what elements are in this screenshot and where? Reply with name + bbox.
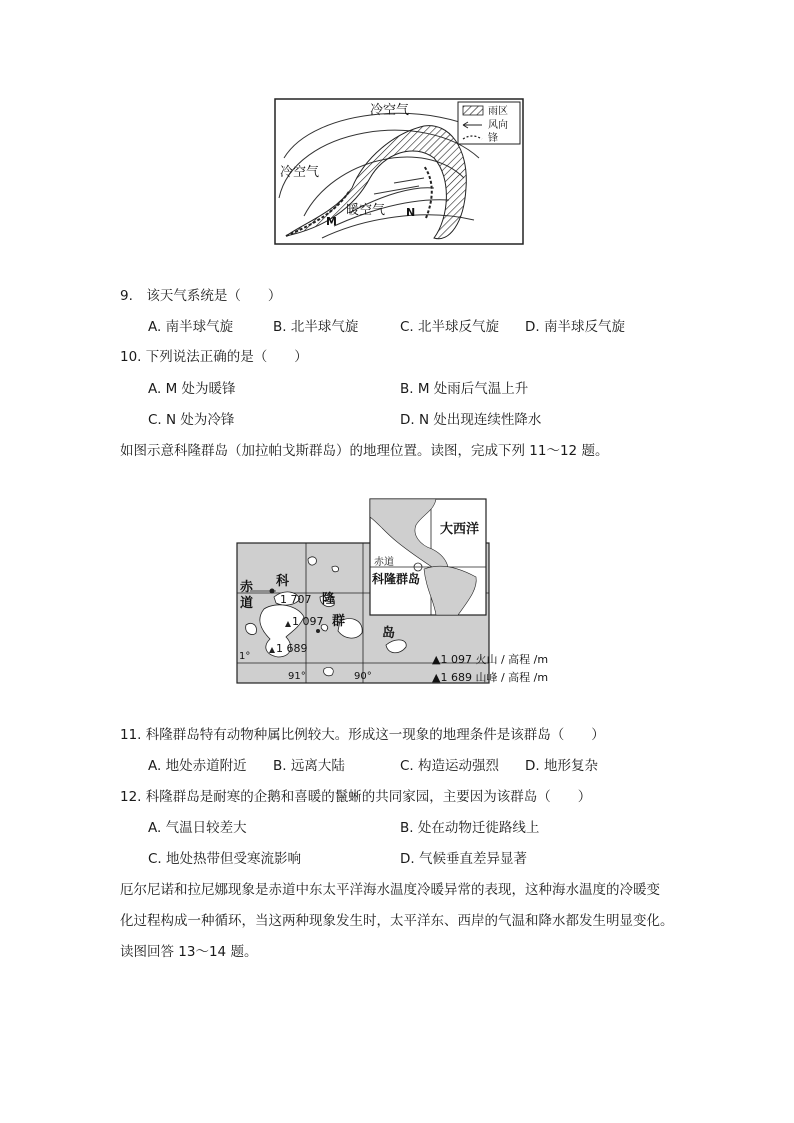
point-n-label: N xyxy=(406,206,416,219)
point-m-label: M xyxy=(326,215,337,228)
q9-option-a: A. 南半球气旋 xyxy=(148,319,234,335)
q10-stem: 10. 下列说法正确的是（ ） xyxy=(120,349,308,365)
island-char-2: 隆 xyxy=(322,592,336,607)
q11-stem: 11. 科隆群岛特有动物种属比例较大。形成这一现象的地理条件是该群岛（ ） xyxy=(120,727,605,743)
q9-option-c: C. 北半球反气旋 xyxy=(400,319,500,335)
longitude-90: 90° xyxy=(354,671,372,682)
q10-option-b: B. M 处雨后气温上升 xyxy=(400,381,529,397)
equator-char-1: 赤 xyxy=(240,580,254,595)
intro-13-14-line-3: 读图回答 13～14 题。 xyxy=(120,944,258,960)
inset-islands-label: 科隆群岛 xyxy=(372,572,421,586)
q10-option-c: C. N 处为冷锋 xyxy=(148,412,235,428)
elevation-1707: 1 707 xyxy=(280,593,312,606)
legend-peak: ▲1 689 山峰 / 高程 /m xyxy=(432,671,549,684)
island-espanola xyxy=(324,667,334,675)
q12-option-c: C. 地处热带但受寒流影响 xyxy=(148,851,302,867)
latitude-label: 1° xyxy=(239,651,251,662)
island-char-3: 群 xyxy=(332,614,346,629)
longitude-91: 91° xyxy=(288,671,306,682)
inset-equator-label: 赤道 xyxy=(374,557,394,568)
q9-option-d: D. 南半球反气旋 xyxy=(525,319,625,335)
galapagos-map-figure xyxy=(236,497,566,687)
elevation-1097: 1 097 xyxy=(292,615,324,628)
intro-13-14-line-1: 厄尔尼诺和拉尼娜现象是赤道中东太平洋海水温度冷暖异常的表现，这种海水温度的冷暖变 xyxy=(120,882,660,898)
q9-option-b: B. 北半球气旋 xyxy=(273,319,359,335)
q11-option-c: C. 构造运动强烈 xyxy=(400,758,500,774)
q12-option-d: D. 气候垂直差异显著 xyxy=(400,851,527,867)
legend-rain: 雨区 xyxy=(488,106,508,117)
island-char-4: 岛 xyxy=(382,626,396,641)
cold-air-top-label: 冷空气 xyxy=(370,103,410,118)
island-small-1 xyxy=(308,557,316,565)
island-char-1: 科 xyxy=(276,574,290,589)
equator-char-2: 道 xyxy=(240,596,254,611)
q11-option-b: B. 远离大陆 xyxy=(273,758,345,774)
q10-option-a: A. M 处为暖锋 xyxy=(148,381,236,397)
island-small-2 xyxy=(332,566,339,572)
q12-option-b: B. 处在动物迁徙路线上 xyxy=(400,820,540,836)
legend-volcano: ▲1 097 火山 / 高程 /m xyxy=(432,653,549,666)
q11-option-a: A. 地处赤道附近 xyxy=(148,758,247,774)
cold-air-left-label: 冷空气 xyxy=(280,165,320,180)
intro-11-12: 如图示意科隆群岛（加拉帕戈斯群岛）的地理位置。读图，完成下列 11～12 题。 xyxy=(120,443,609,459)
elevation-1689: 1 689 xyxy=(276,642,308,655)
q12-stem: 12. 科隆群岛是耐寒的企鹅和喜暖的鬣蜥的共同家园，主要因为该群岛（ ） xyxy=(120,789,592,805)
warm-air-label: 暖空气 xyxy=(346,203,386,218)
inset-ocean-label: 大西洋 xyxy=(440,522,480,537)
q11-option-d: D. 地形复杂 xyxy=(525,758,598,774)
q10-option-d: D. N 处出现连续性降水 xyxy=(400,412,542,428)
legend-wind: 风向 xyxy=(488,120,508,131)
legend-front: 锋 xyxy=(488,133,498,144)
q9-stem: 9. 该天气系统是（ ） xyxy=(120,288,282,304)
intro-13-14-line-2: 化过程构成一种循环，当这两种现象发生时，太平洋东、西岸的气温和降水都发生明显变化。 xyxy=(120,913,674,929)
q12-option-a: A. 气温日较差大 xyxy=(148,820,247,836)
cyclone-figure xyxy=(274,98,524,245)
